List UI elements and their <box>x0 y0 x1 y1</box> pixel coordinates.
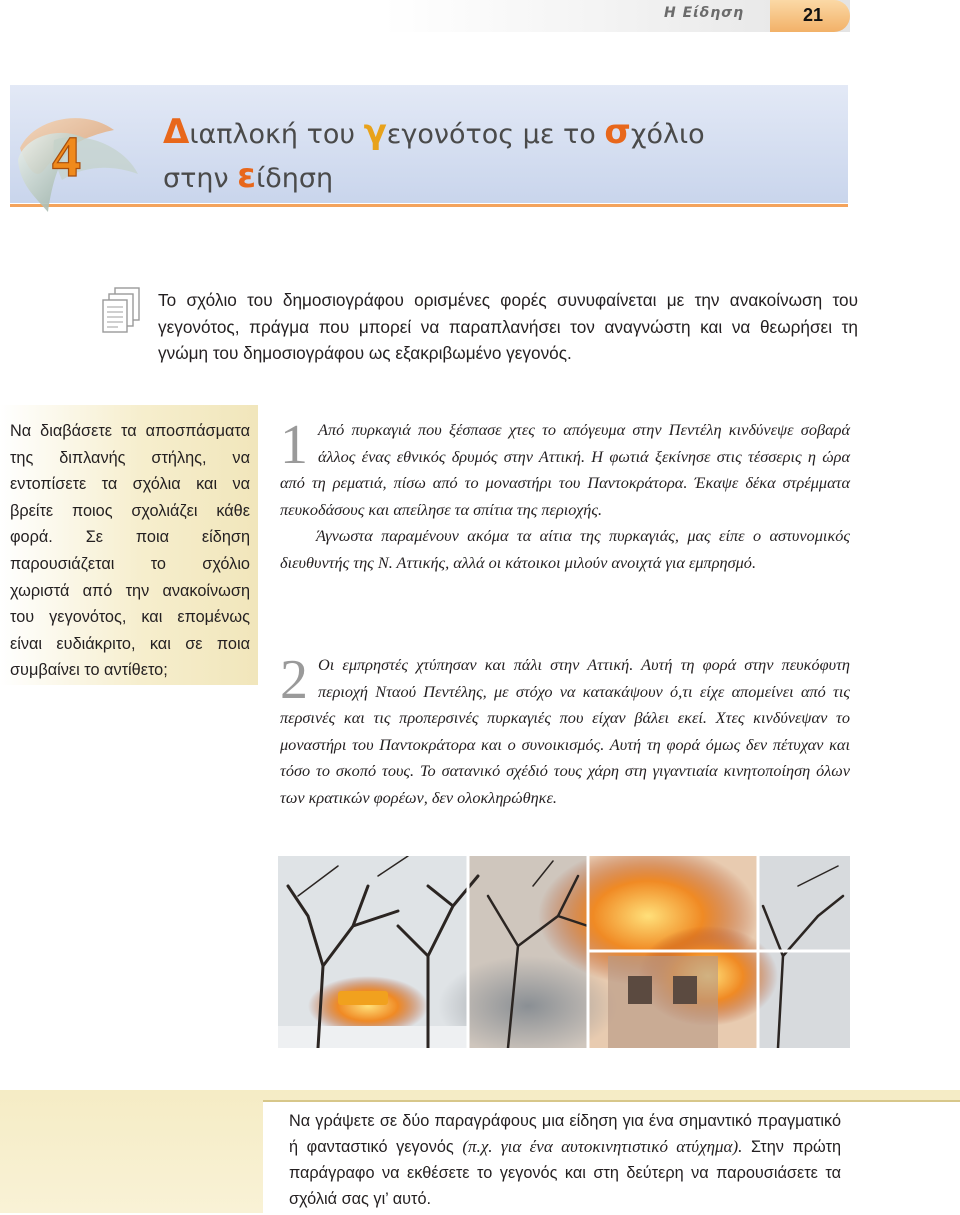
running-head: Η Είδηση <box>664 5 745 21</box>
excerpt-paragraph: Άγνωστα παραμένουν ακόμα τα αίτια της πυρκαγιάς, μας είπε ο αστυνομικός διευθυντής της Ν. Αττικής, αλλά οι κάτοικοι μιλούν ανοιχτά για εμπρησμό. <box>280 526 850 572</box>
title-text: στην <box>163 163 238 194</box>
excerpt-number: 2 <box>280 649 308 711</box>
title-text: χόλιο <box>630 119 705 150</box>
wildfire-photo-collage <box>278 856 850 1048</box>
side-panel-instructions: Να διαβάσετε τα αποσπάσματα της διπλανής στήλης, να εντοπίσετε τα σχόλια και να βρείτε ποιος σχολιάζει κάθε φορά. Σε ποια είδηση παρουσιάζεται το σχόλιο χωριστά από την ανακοίνωση του γεγονότος, και επομένως είναι ευδιάκριτο, και σε ποια συμβαίνει το αντίθετο; <box>10 422 250 680</box>
title-text: ίδηση <box>256 163 334 194</box>
title-initial-capital: γ <box>363 112 387 152</box>
title-initial-capital: Δ <box>163 112 190 152</box>
chapter-title-line2 <box>163 154 833 198</box>
writing-task <box>289 1108 841 1212</box>
intro-paragraph: Το σχόλιο του δημοσιογράφου ορισμένες φορές συνυφαίνεται με την ανακοίνωση του γεγονότος, πράγμα που μπορεί να παραπλανήσει τον αναγνώστη και να θεωρήσει τη γνώμη του δημοσιογράφου ως εξακριβωμένο γεγονός. <box>158 290 858 363</box>
title-initial-capital: σ <box>604 112 631 152</box>
task-text-part2: Στην πρώτη παράγραφο να εκθέσετε το γεγονός και στη δεύτερη να παρουσιάσετε τα σχόλιά σας γι’ αυτό. <box>289 1138 842 1208</box>
documents-icon <box>100 286 142 336</box>
chapter-title-line1 <box>163 110 833 154</box>
chapter-badge <box>14 100 144 215</box>
page-number: 21 <box>802 5 824 25</box>
excerpt-paragraph: Οι εμπρηστές χτύπησαν και πάλι στην Αττική. Αυτή τη φορά στην πευκόφυτη περιοχή Νταού Πεντέλης, με στόχο να κατακάψουν ό,τι είχε απομείνει από τις περσινές και τις προπερσινές πυρκαγιές που είχαν βάλει εκεί. Χτες κινδύνεψαν το μοναστήρι του Παντοκράτορα και ο συνοικισμός. Αυτή τη φορά όμως δεν πέτυχαν και τόσο το σκοπό τους. Το σατανικό σχέδιό τους χάρη στη γιγαντιαία κινητοποίηση όλων των κρατικών φορέων, δεν ολοκληρώθηκε. <box>280 655 850 807</box>
excerpt-2 <box>280 649 850 837</box>
excerpt-paragraph: Από πυρκαγιά που ξέσπασε χτες το απόγευμα στην Πεντέλη κινδύνεψε σοβαρά άλλος ένας εθνικός δρυμός στην Αττική. Η φωτιά ξεκίνησε στις τέσσερις η ώρα από τη ρεματιά, πίσω από το μοναστήρι του Παντοκράτορα. Έκαψε δέκα στρέμματα πευκοδάσους και απείλησε τα σπίτια της περιοχής. <box>280 420 850 519</box>
title-initial-capital: ε <box>237 156 257 196</box>
task-example: (π.χ. για ένα αυτοκινητιστικό ατύχημα). <box>462 1137 743 1156</box>
title-text: ιαπλοκή του <box>189 119 364 150</box>
chapter-title <box>163 110 833 200</box>
task-text-part1: Να γράψετε σε δύο παραγράφους μια είδηση για ένα σημαντικό πραγματικό ή φανταστικό γεγονός <box>289 1112 841 1156</box>
chapter-number: 4 <box>52 124 81 189</box>
title-text: εγονότος με το <box>386 119 605 150</box>
excerpt-1 <box>280 414 850 627</box>
excerpt-number: 1 <box>280 414 308 476</box>
